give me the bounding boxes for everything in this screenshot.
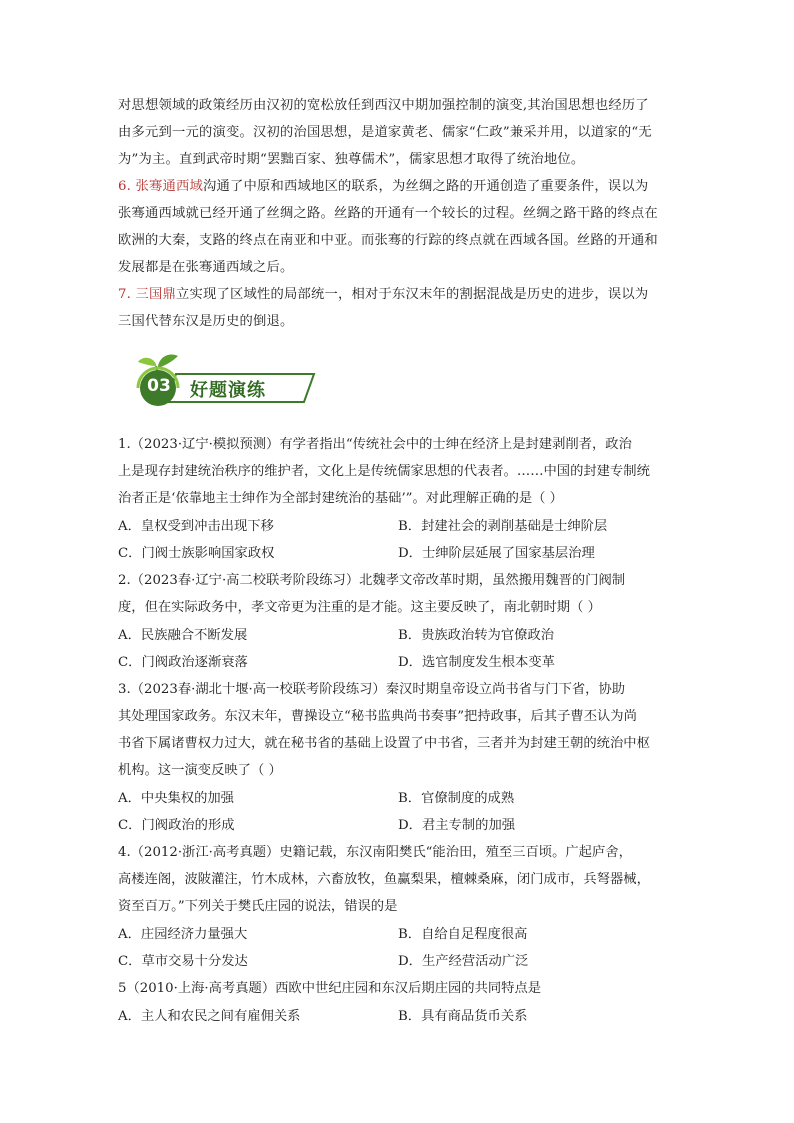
question-text-line: 机构。这一演变反映了（ ）	[118, 763, 282, 778]
section-number: 03	[147, 376, 171, 396]
text-line	[118, 173, 678, 200]
text-line: 发展都是在张骞通西域之后。	[118, 260, 294, 275]
question-text-line: 其处理国家政务。东汉末年，曹操设立“秘书监典尚书奏事”把持政事，后其子曹丕认为尚	[118, 709, 637, 724]
answer-option-b[interactable]: B．封建社会的剥削基础是士绅阶层	[398, 519, 608, 534]
answer-option-c[interactable]: C．门阀政治的形成	[118, 818, 235, 833]
answer-option-c[interactable]: C．门阀政治逐渐衰落	[118, 655, 248, 670]
answer-option-d[interactable]: D．士绅阶层延展了国家基层治理	[398, 546, 595, 561]
note-item-6	[118, 173, 678, 281]
item-text: 沟通了中原和西域地区的联系，为丝绸之路的开通创造了重要条件，误以为	[203, 179, 649, 194]
item-number: 6.	[118, 179, 132, 194]
intro-paragraph	[118, 92, 678, 173]
text-line: 对思想领域的政策经历由汉初的宽松放任到西汉中期加强控制的演变,其治国思想也经历了	[118, 98, 649, 113]
answer-option-b[interactable]: B．官僚制度的成熟	[398, 791, 515, 806]
answer-option-a[interactable]: A．庄园经济力量强大	[118, 927, 248, 942]
answer-option-a[interactable]: A．皇权受到冲击出现下移	[118, 519, 274, 534]
item-number: 7.	[118, 287, 132, 302]
answer-option-c[interactable]: C．门阀士族影响国家政权	[118, 546, 275, 561]
section-title: 好题演练	[190, 380, 266, 401]
answer-option-b[interactable]: B．具有商品货币关系	[398, 1009, 528, 1024]
text-line: 张骞通西域就已经开通了丝绸之路。丝路的开通有一个较长的过程。丝绸之路干路的终点在	[118, 206, 658, 221]
answer-option-d[interactable]: D．君主专制的加强	[398, 818, 516, 833]
answer-option-c[interactable]: C．草市交易十分发达	[118, 954, 248, 969]
question-text-line: 2.（2023春·辽宁·高二校联考阶段练习）北魏孝文帝改革时期，虽然搬用魏晋的门阀制	[118, 573, 626, 588]
question-text-line: 4.（2012·浙江·高考真题）史籍记载，东汉南阳樊氏“能治田，殖至三百顷。广起庐舍，	[118, 845, 632, 860]
answer-option-a[interactable]: A．中央集权的加强	[118, 791, 234, 806]
answer-option-b[interactable]: B．自给自足程度很高	[398, 927, 528, 942]
question-text-line: 5（2010·上海·高考真题）西欧中世纪庄园和东汉后期庄园的共同特点是	[118, 981, 542, 996]
text-line: 为”为主。直到武帝时期“罢黜百家、独尊儒术”，儒家思想才取得了统治地位。	[118, 152, 585, 167]
answer-option-a[interactable]: A．民族融合不断发展	[118, 628, 248, 643]
question-text-line: 度，但在实际政务中，孝文帝更为注重的是才能。这主要反映了，南北朝时期（ ）	[118, 600, 601, 615]
item-text: 立实现了区域性的局部统一，相对于东汉末年的割据混战是历史的进步，误以为	[176, 287, 649, 302]
answer-option-d[interactable]: D．选官制度发生根本变革	[398, 655, 555, 670]
question-text-line: 高楼连阁，波陂灌注，竹木成林，六畜放牧，鱼赢梨果，檀棘桑麻，闭门成市，兵弩器械，	[118, 872, 650, 887]
answer-option-a[interactable]: A．主人和农民之间有雇佣关系	[118, 1009, 301, 1024]
item-keyword: 张骞通西域	[135, 179, 204, 194]
question-text-line: 书省下属诸曹权力过大，就在秘书省的基础上设置了中书省，三者并为封建王朝的统治中枢	[118, 736, 650, 751]
answer-option-b[interactable]: B．贵族政治转为官僚政治	[398, 628, 555, 643]
question-text-line: 治者正是‘依靠地主士绅作为全部封建统治的基础’”。对此理解正确的是（ ）	[118, 491, 563, 506]
text-line: 由多元到一元的演变。汉初的治国思想，是道家黄老、儒家“仁政”兼采并用，以道家的“无	[118, 125, 652, 140]
section-heading	[132, 352, 332, 408]
text-line: 三国代替东汉是历史的倒退。	[118, 314, 294, 329]
question-text-line: 上是现存封建统治秩序的维护者，文化上是传统儒家思想的代表者。……中国的封建专制统	[118, 464, 650, 479]
text-line: 欧洲的大秦，支路的终点在南亚和中亚。而张骞的行踪的终点就在西域各国。丝路的开通和	[118, 233, 658, 248]
note-item-7	[118, 281, 678, 335]
question-text-line: 3.（2023春·湖北十堰·高一校联考阶段练习）秦汉时期皇帝设立尚书省与门下省，协助	[118, 682, 626, 697]
answer-option-d[interactable]: D．生产经营活动广泛	[398, 954, 529, 969]
item-keyword: 三国鼎	[135, 287, 177, 302]
question-text-line: 资至百万。”下列关于樊氏庄园的说法，错误的是	[118, 899, 398, 914]
text-line	[118, 281, 678, 308]
question-text-line: 1.（2023·辽宁·模拟预测）有学者指出“传统社会中的士绅在经济上是封建剥削者，政治	[118, 437, 632, 452]
